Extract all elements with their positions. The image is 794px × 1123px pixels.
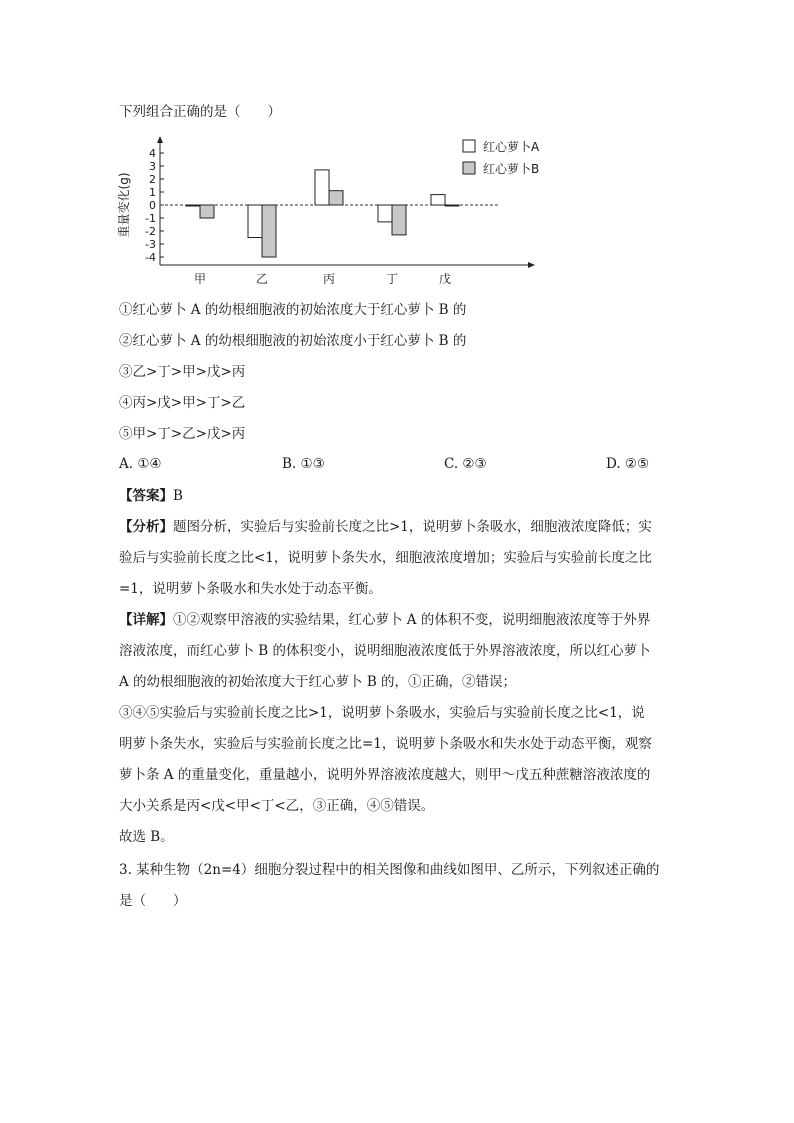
option-b[interactable]: B. ①③ bbox=[282, 456, 325, 472]
analysis-tag: 【分析】 bbox=[119, 519, 173, 535]
y-tick-label: -3 bbox=[145, 238, 156, 251]
chart-legend bbox=[463, 139, 540, 176]
option-a[interactable]: A. ①④ bbox=[119, 456, 162, 472]
detail-line-5: 明萝卜条失水，实验后与实验前长度之比=1，说明萝卜条吸水和失水处于动态平衡，观察 bbox=[119, 736, 652, 752]
analysis-text-1: 题图分析，实验后与实验前长度之比>1，说明萝卜条吸水，细胞液浓度降低；实 bbox=[173, 519, 652, 535]
y-axis-arrow bbox=[157, 136, 163, 143]
analysis-line-1 bbox=[119, 521, 652, 535]
x-tick-label: 丁 bbox=[385, 272, 399, 286]
detail-line-4: ③④⑤实验后与实验前长度之比>1，说明萝卜条吸水，实验后与实验前长度之比<1，说 bbox=[119, 705, 645, 721]
answer-line bbox=[119, 490, 183, 504]
detail-line-3: A 的幼根细胞液的初始浓度大于红心萝卜 B 的，①正确，②错误； bbox=[119, 674, 517, 690]
x-tick-label: 甲 bbox=[193, 272, 207, 286]
y-tick-label: -2 bbox=[145, 225, 156, 238]
bar-红心萝卜B-丁 bbox=[392, 205, 406, 235]
detail-text-1: ①②观察甲溶液的实验结果，红心萝卜 A 的体积不变，说明细胞液浓度等于外界 bbox=[173, 612, 651, 628]
chart-bars bbox=[186, 170, 459, 257]
bar-chart bbox=[112, 133, 542, 293]
detail-line-7: 大小关系是丙<戊<甲<丁<乙，③正确，④⑤错误。 bbox=[119, 798, 435, 814]
y-tick-label: -1 bbox=[145, 212, 156, 225]
y-tick-label: 2 bbox=[149, 173, 156, 186]
chart-axes bbox=[116, 136, 535, 286]
detail-line-2: 溶液浓度，而红心萝卜 B 的体积变小，说明细胞液浓度低于外界溶液浓度，所以红心萝卜 bbox=[119, 643, 651, 659]
statement-4: ④丙>戊>甲>丁>乙 bbox=[119, 395, 246, 411]
statement-3: ③乙>丁>甲>戊>丙 bbox=[119, 364, 246, 380]
bar-红心萝卜A-甲 bbox=[186, 205, 200, 206]
y-tick-label: 3 bbox=[149, 160, 156, 173]
detail-tag: 【详解】 bbox=[119, 612, 173, 628]
x-tick-label: 戊 bbox=[438, 272, 452, 286]
bar-红心萝卜B-丙 bbox=[329, 191, 343, 205]
option-d[interactable]: D. ②⑤ bbox=[606, 456, 650, 472]
legend-swatch bbox=[463, 140, 475, 152]
option-c[interactable]: C. ②③ bbox=[444, 456, 487, 472]
statement-5: ⑤甲>丁>乙>戊>丙 bbox=[119, 426, 246, 442]
next-question-line-2: 是（ ） bbox=[119, 893, 187, 909]
question-intro: 下列组合正确的是（ ） bbox=[119, 104, 281, 120]
analysis-line-2: 验后与实验前长度之比<1，说明萝卜条失水，细胞液浓度增加；实验后与实验前长度之比 bbox=[119, 550, 652, 566]
detail-line-6: 萝卜条 A 的重量变化，重量越小，说明外界溶液浓度越大，则甲～戊五种蔗糖溶液浓度的 bbox=[119, 767, 651, 783]
y-tick-label: -4 bbox=[145, 251, 156, 264]
bar-红心萝卜B-戊 bbox=[445, 205, 459, 206]
x-tick-label: 乙 bbox=[255, 272, 269, 286]
x-tick-label: 丙 bbox=[322, 272, 336, 286]
y-tick-label: 4 bbox=[149, 147, 156, 160]
x-axis-arrow bbox=[528, 262, 535, 268]
y-axis-title: 重量变化(g) bbox=[117, 172, 131, 238]
legend-label: 红心萝卜B bbox=[483, 162, 540, 176]
bar-红心萝卜A-戊 bbox=[431, 195, 445, 205]
y-tick-label: 1 bbox=[149, 186, 156, 199]
bar-红心萝卜B-乙 bbox=[262, 205, 276, 257]
conclusion: 故选 B。 bbox=[119, 829, 174, 845]
answer-tag: 【答案】 bbox=[119, 488, 173, 504]
bar-红心萝卜A-乙 bbox=[248, 205, 262, 238]
next-question-line-1: 3. 某种生物（2n=4）细胞分裂过程中的相关图像和曲线如图甲、乙所示，下列叙述正确的 bbox=[119, 862, 660, 878]
legend-label: 红心萝卜A bbox=[483, 140, 540, 154]
analysis-line-3: =1，说明萝卜条吸水和失水处于动态平衡。 bbox=[119, 581, 382, 597]
statement-2: ②红心萝卜 A 的幼根细胞液的初始浓度小于红心萝卜 B 的 bbox=[119, 333, 467, 349]
bar-红心萝卜B-甲 bbox=[200, 205, 214, 218]
answer-value: B bbox=[173, 488, 183, 504]
bar-红心萝卜A-丙 bbox=[315, 170, 329, 205]
statement-1: ①红心萝卜 A 的幼根细胞液的初始浓度大于红心萝卜 B 的 bbox=[119, 302, 467, 318]
bar-红心萝卜A-丁 bbox=[378, 205, 392, 222]
y-tick-label: 0 bbox=[149, 199, 156, 212]
detail-line-1 bbox=[119, 614, 650, 628]
legend-swatch bbox=[463, 162, 475, 174]
